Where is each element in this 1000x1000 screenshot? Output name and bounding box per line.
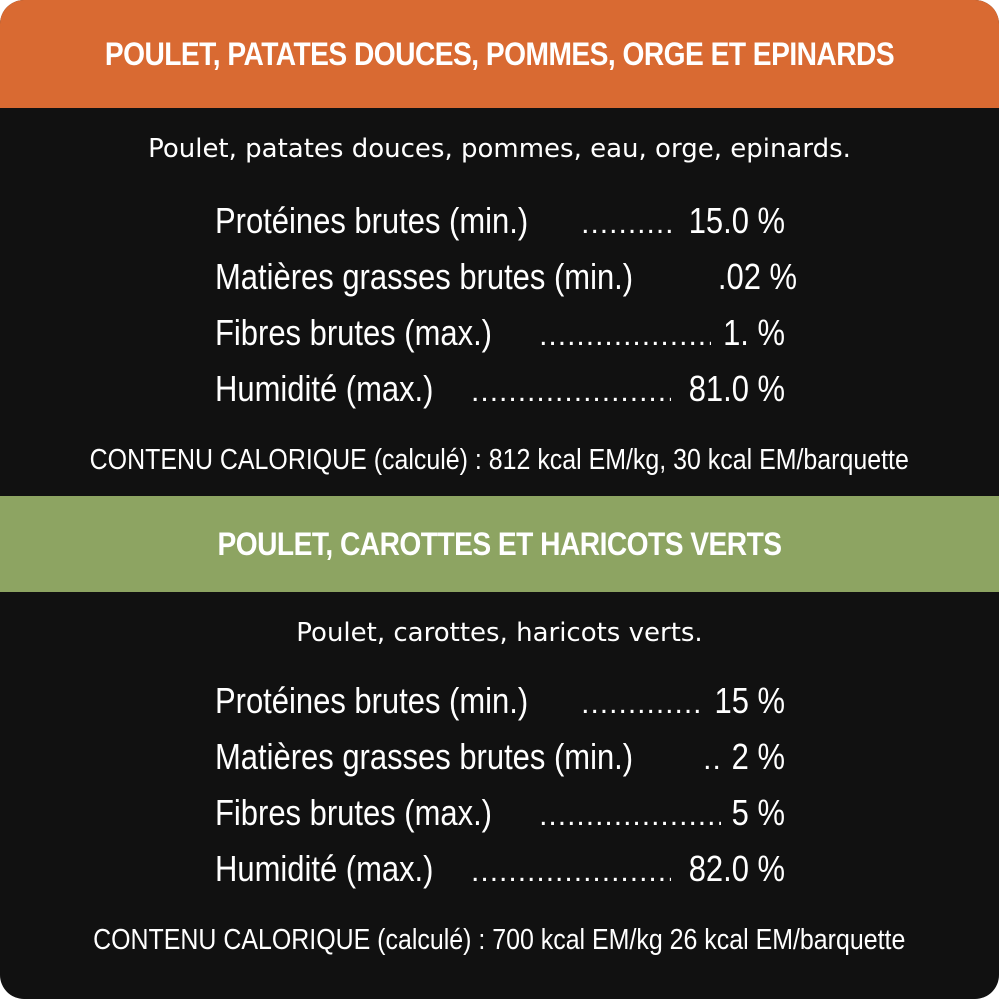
nutrient-label: Protéines brutes (min.) <box>215 680 529 721</box>
dot-leader <box>471 377 671 407</box>
product-2-header <box>0 496 999 592</box>
nutrient-value: 15.0 % <box>688 200 785 241</box>
nutrient-row <box>215 312 785 368</box>
dot-leader <box>539 801 721 831</box>
nutrient-label: Humidité (max.) <box>215 848 434 889</box>
product-1-ingredients: Poulet, patates douces, pommes, eau, orge, epinards. <box>148 134 851 164</box>
nutrient-value: .02 % <box>718 256 798 297</box>
nutrient-label: Fibres brutes (max.) <box>215 792 492 833</box>
nutrient-row <box>215 256 798 312</box>
nutrient-row <box>215 680 785 736</box>
nutrient-label: Matières grasses brutes (min.) <box>215 256 634 297</box>
nutrient-row <box>215 848 785 904</box>
nutrient-value: 2 % <box>731 736 785 777</box>
product-1-section <box>0 108 999 496</box>
product-2-section <box>0 592 999 998</box>
product-1-calorie-content <box>0 444 999 477</box>
product-2-title: POULET, CAROTTES ET HARICOTS VERTS <box>217 525 782 562</box>
nutrient-label: Humidité (max.) <box>215 368 434 409</box>
dot-leader <box>471 857 671 887</box>
calorie-text: CONTENU CALORIQUE (calculé) : 812 kcal EM/kg, 30 kcal EM/barquette <box>89 444 910 476</box>
calorie-text: CONTENU CALORIQUE (calculé) : 700 kcal EM/kg 26 kcal EM/barquette <box>93 924 906 956</box>
nutrient-value: 1. % <box>723 312 785 353</box>
nutrient-label: Protéines brutes (min.) <box>215 200 529 241</box>
product-2-ingredients: Poulet, carottes, haricots verts. <box>296 618 703 648</box>
dot-leader <box>581 689 701 719</box>
nutrient-value: 81.0 % <box>688 368 785 409</box>
nutrient-row <box>215 368 785 424</box>
dot-leader <box>703 745 721 775</box>
nutrient-value: 5 % <box>731 792 785 833</box>
nutrient-row <box>215 200 785 256</box>
nutrient-row <box>215 792 785 848</box>
nutrient-row <box>215 736 785 792</box>
nutrient-value: 82.0 % <box>688 848 785 889</box>
product-2-calorie-content <box>0 924 999 957</box>
dot-leader <box>581 209 671 239</box>
product-1-nutrient-list <box>215 200 798 424</box>
nutrient-value: 15 % <box>714 680 785 721</box>
product-1-title: POULET, PATATES DOUCES, POMMES, ORGE ET EPINARDS <box>104 35 895 72</box>
dot-leader <box>539 321 711 351</box>
nutrient-label: Fibres brutes (max.) <box>215 312 492 353</box>
product-2-nutrient-list <box>215 680 785 904</box>
product-1-header <box>0 0 999 108</box>
nutrient-label: Matières grasses brutes (min.) <box>215 736 634 777</box>
